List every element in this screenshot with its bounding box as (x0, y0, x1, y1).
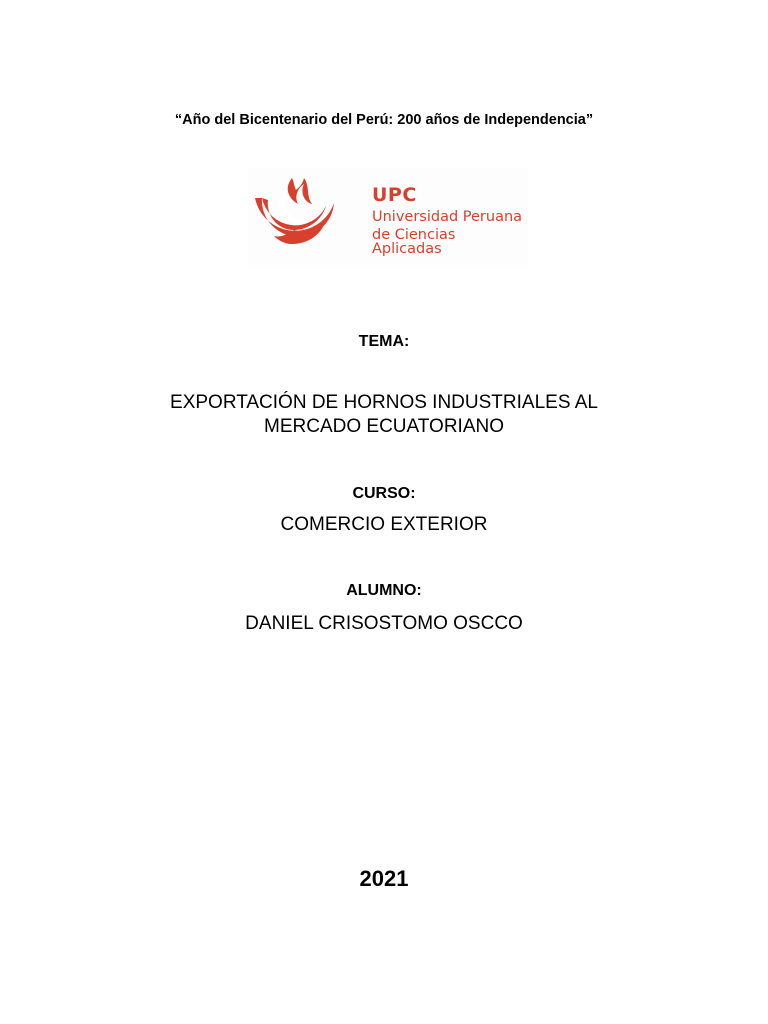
tema-title-line-2: MERCADO ECUATORIANO (264, 416, 504, 437)
upc-logo (248, 168, 528, 268)
logo-line-1: Universidad Peruana (372, 209, 523, 225)
alumno-label: ALUMNO: (346, 582, 422, 599)
tema-label: TEMA: (358, 333, 410, 350)
upc-flame-icon (248, 168, 358, 268)
curso-label: CURSO: (352, 485, 416, 502)
logo-line-2: de Ciencias Aplicadas (372, 226, 456, 257)
tema-title-line-1: EXPORTACIÓN DE HORNOS INDUSTRIALES AL (170, 392, 598, 413)
alumno-value: DANIEL CRISOSTOMO OSCCO (245, 613, 523, 634)
logo-brand: UPC (372, 184, 417, 206)
document-year: 2021 (359, 866, 409, 891)
logo-wordmark (372, 186, 528, 260)
curso-value: COMERCIO EXTERIOR (280, 514, 488, 535)
year-motto: “Año del Bicentenario del Perú: 200 años de Independencia” (174, 112, 594, 128)
